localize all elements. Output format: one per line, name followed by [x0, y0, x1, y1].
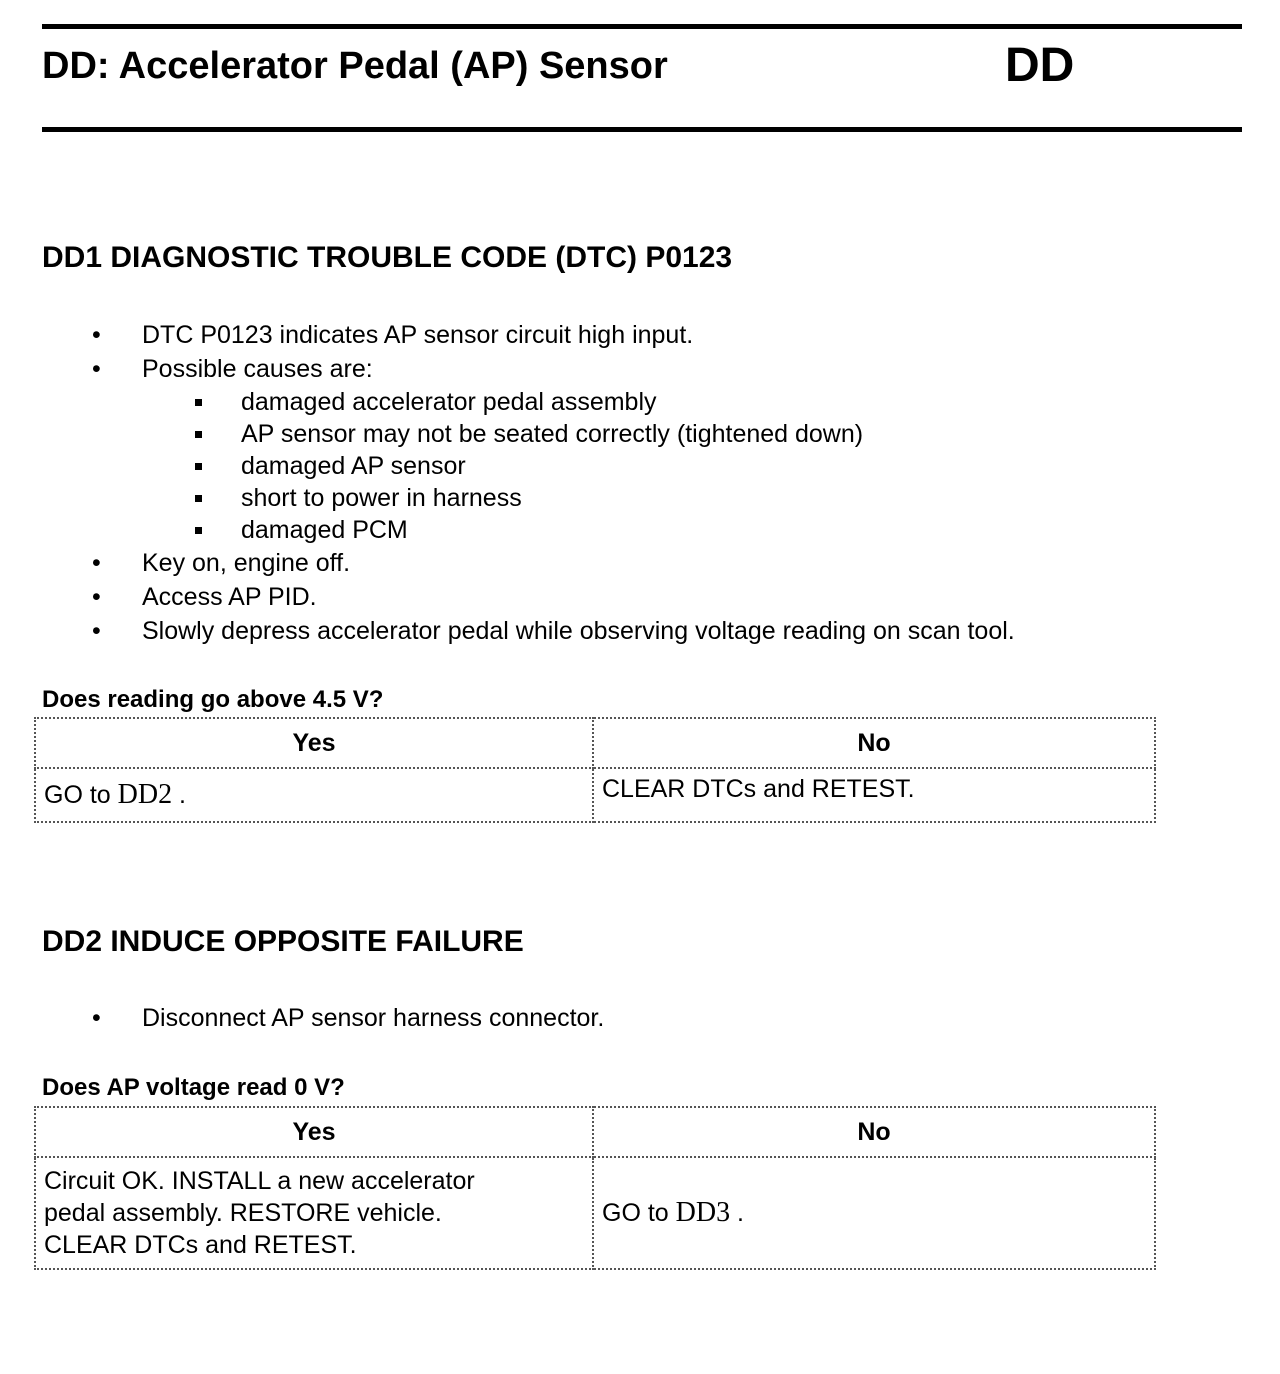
- yes-cell: [35, 768, 593, 822]
- cause-item: damaged accelerator pedal assembly: [142, 386, 1015, 418]
- cause-item: damaged AP sensor: [142, 450, 1015, 482]
- dd2-bullet-list: [0, 1001, 604, 1035]
- cause-item: damaged PCM: [142, 514, 1015, 546]
- yes-header: Yes: [35, 1107, 593, 1157]
- dd2-question: Does AP voltage read 0 V?: [42, 1074, 345, 1101]
- list-item: • Disconnect AP sensor harness connector.: [0, 1001, 604, 1035]
- possible-causes-list: [142, 386, 1015, 546]
- no-cell: [593, 1157, 1155, 1269]
- yes-action-suffix: .: [172, 781, 186, 809]
- section-code: DD: [1005, 39, 1075, 92]
- list-item: • DTC P0123 indicates AP sensor circuit high input.: [0, 318, 1015, 352]
- page-title: DD: Accelerator Pedal (AP) Sensor: [42, 45, 668, 87]
- dd1-result-table: [34, 717, 1156, 823]
- cause-item: short to power in harness: [142, 482, 1015, 514]
- no-action-text: GO to: [602, 1199, 676, 1227]
- cause-item: AP sensor may not be seated correctly (tightened down): [142, 418, 1015, 450]
- dd1-bullet-list: [0, 318, 1015, 648]
- header-bottom-rule: [42, 127, 1242, 132]
- list-item-text: Possible causes are:: [142, 355, 373, 383]
- yes-line: pedal assembly. RESTORE vehicle.: [44, 1199, 442, 1227]
- goto-dd2-link[interactable]: DD2: [117, 779, 173, 810]
- no-header: No: [593, 718, 1155, 768]
- goto-dd3-link[interactable]: DD3: [675, 1197, 731, 1228]
- yes-cell: [35, 1157, 593, 1269]
- list-item: [0, 352, 1015, 546]
- list-item: • Slowly depress accelerator pedal while observing voltage reading on scan tool.: [0, 614, 1015, 648]
- header-top-rule: [42, 24, 1242, 29]
- no-cell: CLEAR DTCs and RETEST.: [593, 768, 1155, 822]
- yes-action-text: GO to: [44, 781, 118, 809]
- yes-line: Circuit OK. INSTALL a new accelerator: [44, 1167, 475, 1195]
- dd2-result-table: [34, 1106, 1156, 1270]
- list-item: • Access AP PID.: [0, 580, 1015, 614]
- section-heading-dd1: DD1 DIAGNOSTIC TROUBLE CODE (DTC) P0123: [42, 241, 733, 274]
- section-heading-dd2: DD2 INDUCE OPPOSITE FAILURE: [42, 925, 524, 958]
- yes-header: Yes: [35, 718, 593, 768]
- dd1-question: Does reading go above 4.5 V?: [42, 686, 384, 713]
- yes-line: CLEAR DTCs and RETEST.: [44, 1231, 357, 1259]
- no-action-suffix: .: [730, 1199, 744, 1227]
- list-item: • Key on, engine off.: [0, 546, 1015, 580]
- no-header: No: [593, 1107, 1155, 1157]
